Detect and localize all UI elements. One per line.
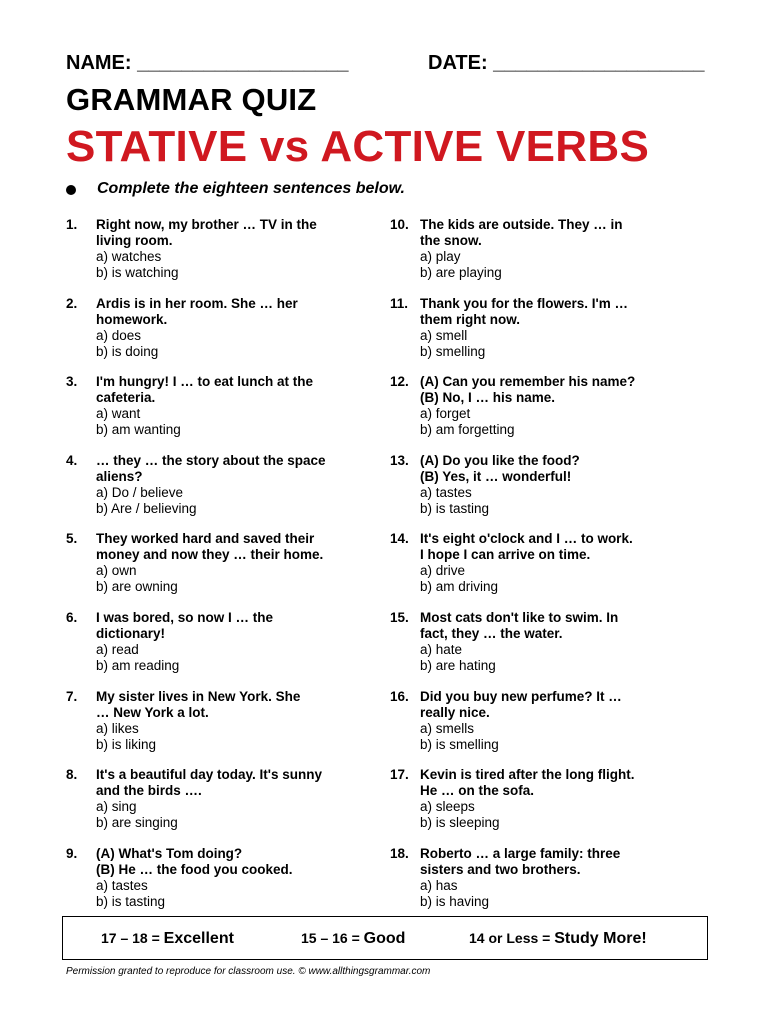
answer-option: b) are playing	[420, 264, 502, 280]
question-text-line: My sister lives in New York. She	[96, 689, 301, 704]
question-body	[420, 846, 705, 909]
question-body	[96, 846, 381, 909]
question-text-line: Thank you for the flowers. I'm …	[420, 296, 628, 311]
question-text-line: homework.	[96, 312, 168, 327]
question-body	[96, 531, 381, 594]
question-body	[96, 374, 381, 437]
answer-option: b) is watching	[96, 264, 179, 280]
answer-option: b) smelling	[420, 343, 486, 359]
question-text-line: Ardis is in her room. She … her	[96, 296, 298, 311]
bullet-icon	[66, 185, 76, 195]
answer-option: a) smells	[420, 721, 475, 736]
answer-option: b) am wanting	[96, 421, 181, 437]
answer-option: b) am forgetting	[420, 421, 515, 437]
answer-option: a) want	[96, 406, 141, 421]
question-text-line: Right now, my brother … TV in the	[96, 217, 317, 232]
answer-option: a) tastes	[420, 485, 472, 500]
answer-option: b) is liking	[96, 736, 157, 752]
answer-option: a) Do / believe	[96, 485, 184, 500]
score-label: Good	[363, 930, 406, 947]
question-text-line: He … on the sofa.	[420, 783, 535, 798]
answer-option: b) is tasting	[420, 500, 490, 516]
question-text-line: living room.	[96, 233, 173, 248]
question-text-line: Did you buy new perfume? It …	[420, 689, 622, 704]
answer-option: b) am driving	[420, 578, 499, 594]
question-body	[420, 217, 705, 280]
question-text-line: money and now they … their home.	[96, 547, 324, 562]
answer-option: a) read	[96, 642, 139, 657]
page-title: STATIVE vs ACTIVE VERBS	[66, 122, 650, 171]
question-number: 12.	[390, 374, 409, 389]
score-range: 17 – 18 =	[101, 930, 164, 946]
answer-option: a) own	[96, 563, 137, 578]
question-number: 9.	[66, 846, 78, 861]
answer-option: a) sing	[96, 799, 137, 814]
question-text-line: (A) Can you remember his name?	[420, 374, 636, 389]
answer-option: b) are hating	[420, 657, 496, 673]
answer-option: a) tastes	[96, 878, 148, 893]
answer-option: b) is sleeping	[420, 814, 500, 830]
question-text-line: They worked hard and saved their	[96, 531, 315, 546]
question-text-line: and the birds ….	[96, 783, 202, 798]
question-number: 6.	[66, 610, 78, 625]
question-text-line: fact, they … the water.	[420, 626, 563, 641]
question-number: 4.	[66, 453, 78, 468]
question-body	[420, 767, 705, 830]
question-text-line: The kids are outside. They … in	[420, 217, 623, 232]
instructions-text: Complete the eighteen sentences below.	[97, 180, 405, 197]
question-text-line: cafeteria.	[96, 390, 156, 405]
question-text-line: (B) Yes, it … wonderful!	[420, 469, 572, 484]
question-text-line: It's a beautiful day today. It's sunny	[96, 767, 322, 782]
score-range: 14 or Less =	[469, 930, 555, 946]
answer-option: b) are owning	[96, 578, 178, 594]
question-number: 2.	[66, 296, 78, 311]
question-body	[420, 610, 705, 673]
question-body	[420, 296, 705, 359]
question-number: 11.	[390, 296, 409, 311]
question-body	[420, 689, 705, 752]
question-number: 7.	[66, 689, 78, 704]
answer-option: b) is doing	[96, 343, 159, 359]
header-row	[66, 52, 706, 78]
quiz-label: GRAMMAR QUIZ	[66, 82, 317, 117]
answer-option: b) is smelling	[420, 736, 499, 752]
question-number: 16.	[390, 689, 409, 704]
score-study-more	[469, 930, 647, 948]
question-text-line: aliens?	[96, 469, 143, 484]
question-number: 1.	[66, 217, 78, 232]
question-body	[96, 610, 381, 673]
question-body	[96, 296, 381, 359]
question-text-line: dictionary!	[96, 626, 166, 641]
question-text-line: (A) What's Tom doing?	[96, 846, 243, 861]
question-number: 5.	[66, 531, 78, 546]
question-number: 10.	[390, 217, 409, 232]
answer-option: a) has	[420, 878, 458, 893]
question-text-line: I was bored, so now I … the	[96, 610, 274, 625]
question-body	[96, 767, 381, 830]
question-body	[96, 453, 381, 516]
question-text-line: really nice.	[420, 705, 490, 720]
score-good	[301, 930, 405, 948]
score-box	[62, 916, 708, 960]
question-text-line: It's eight o'clock and I … to work.	[420, 531, 633, 546]
question-number: 8.	[66, 767, 78, 782]
answer-option: b) is tasting	[96, 893, 166, 909]
question-number: 18.	[390, 846, 409, 861]
answer-option: b) am reading	[96, 657, 180, 673]
question-text-line: I hope I can arrive on time.	[420, 547, 591, 562]
answer-option: a) hate	[420, 642, 463, 657]
question-number: 14.	[390, 531, 409, 546]
question-number: 17.	[390, 767, 409, 782]
question-body	[420, 531, 705, 594]
score-range: 15 – 16 =	[301, 930, 364, 946]
question-text-line: the snow.	[420, 233, 482, 248]
question-text-line: (A) Do you like the food?	[420, 453, 580, 468]
question-number: 15.	[390, 610, 409, 625]
answer-option: a) sleeps	[420, 799, 475, 814]
name-field: NAME: ___________________	[66, 52, 349, 74]
question-text-line: Most cats don't like to swim. In	[420, 610, 619, 625]
question-text-line: I'm hungry! I … to eat lunch at the	[96, 374, 313, 389]
question-number: 3.	[66, 374, 78, 389]
question-body	[420, 374, 705, 437]
answer-option: a) forget	[420, 406, 471, 421]
question-text-line: (B) No, I … his name.	[420, 390, 556, 405]
question-text-line: … New York a lot.	[96, 705, 209, 720]
date-field: DATE: ___________________	[428, 52, 705, 74]
question-number: 13.	[390, 453, 409, 468]
question-body	[420, 453, 705, 516]
question-text-line: Roberto … a large family: three	[420, 846, 621, 861]
score-label: Excellent	[163, 930, 234, 947]
question-text-line: sisters and two brothers.	[420, 862, 581, 877]
answer-option: a) does	[96, 328, 142, 343]
answer-option: a) likes	[96, 721, 139, 736]
score-label: Study More!	[554, 930, 647, 947]
question-text-line: … they … the story about the space	[96, 453, 326, 468]
question-text-line: them right now.	[420, 312, 520, 327]
answer-option: a) smell	[420, 328, 468, 343]
answer-option: b) is having	[420, 893, 490, 909]
answer-option: b) Are / believing	[96, 500, 197, 516]
score-excellent	[101, 930, 234, 948]
question-body	[96, 217, 381, 280]
answer-option: b) are singing	[96, 814, 178, 830]
footer-permission: Permission granted to reproduce for classroom use. © www.allthingsgrammar.com	[66, 966, 431, 977]
answer-option: a) drive	[420, 563, 466, 578]
question-text-line: Kevin is tired after the long flight.	[420, 767, 635, 782]
question-text-line: (B) He … the food you cooked.	[96, 862, 293, 877]
question-body	[96, 689, 381, 752]
answer-option: a) watches	[96, 249, 162, 264]
answer-option: a) play	[420, 249, 461, 264]
